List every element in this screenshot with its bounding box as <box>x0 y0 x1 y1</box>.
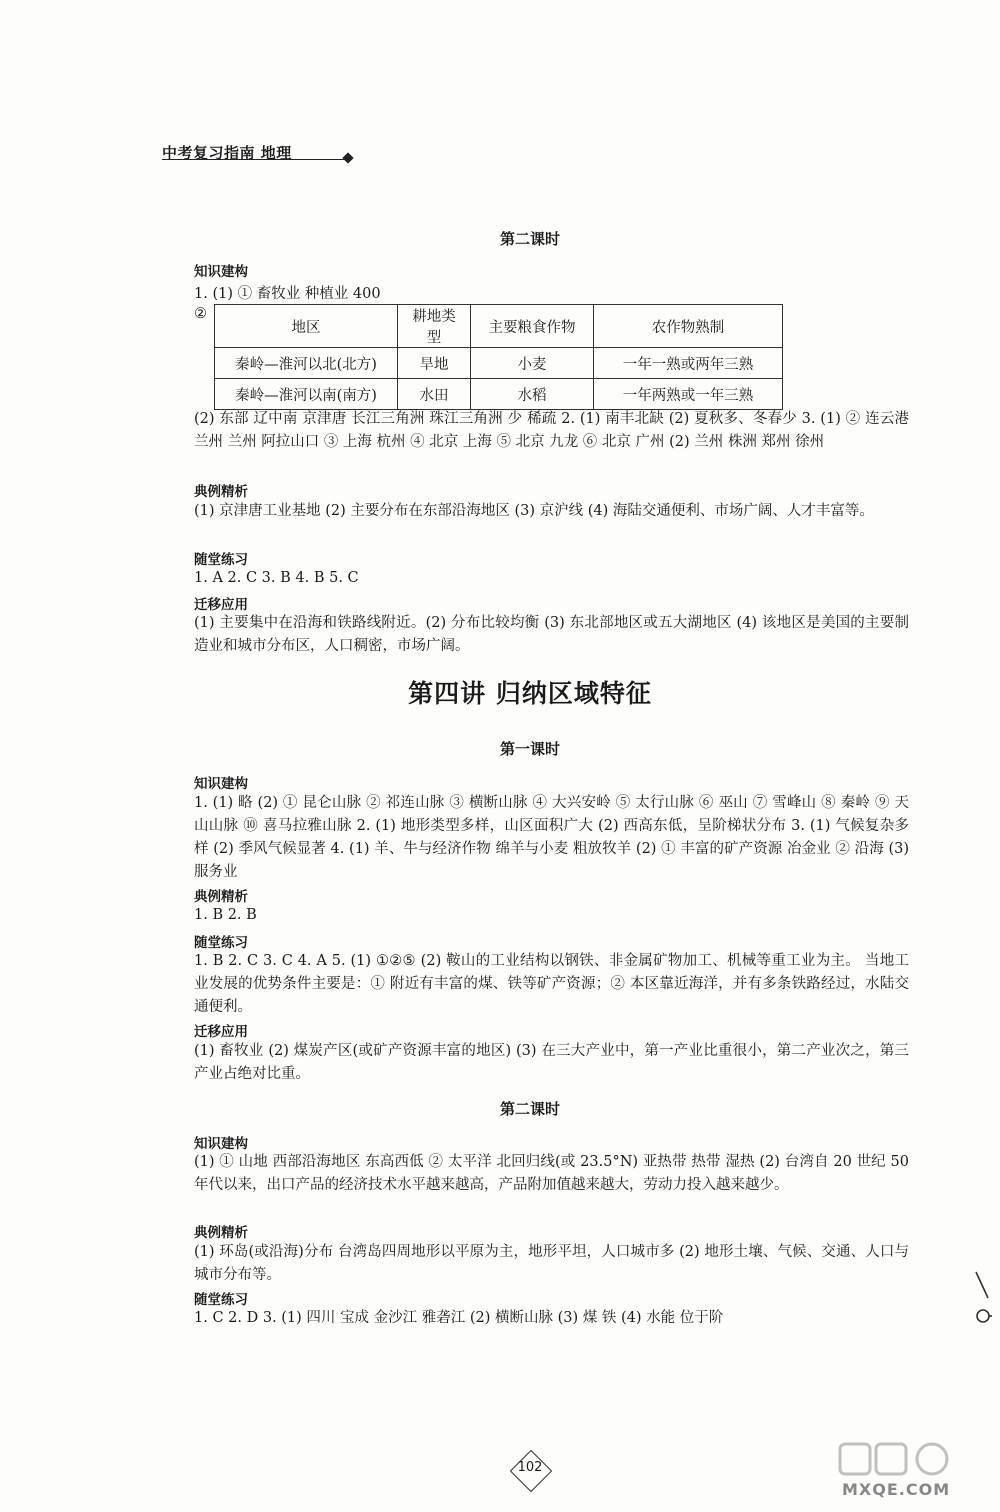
table-header-cell: 农作物熟制 <box>594 305 783 348</box>
subheading: 知识建构 <box>194 776 248 792</box>
subheading: 迁移应用 <box>194 597 248 613</box>
answer-paragraph: (1) ① 山地 西部沿海地区 东高西低 ② 太平洋 北回归线(或 23.5°N) 亚热带 热带 湿热 (2) 台湾自 20 世纪 50 年代以来，出口产品的经济技术水平越来越高，产品附加值越来越大，劳动力投入越来越少。 <box>194 1154 909 1193</box>
subheading: 典例精析 <box>194 1225 248 1241</box>
lecture-title: 第四讲 归纳区域特征 <box>408 679 652 708</box>
subheading: 知识建构 <box>194 264 248 280</box>
section-title: 第一课时 <box>499 740 560 758</box>
subheading: 迁移应用 <box>194 1024 248 1040</box>
page-number: 102 <box>517 1460 543 1475</box>
crop-table <box>214 304 783 410</box>
table-cell: 一年一熟或两年三熟 <box>594 348 783 379</box>
table-cell: 旱地 <box>398 348 471 379</box>
table-cell: 秦岭—淮河以北(北方) <box>215 348 398 379</box>
answer-paragraph: 1. B 2. C 3. C 4. A 5. (1) ①②⑤ (2) 鞍山的工业结构以钢铁、非金属矿物加工、机械等重工业为主。 当地工业发展的优势条件主要是：① 附近有丰富的煤、铁等矿产资源；② 本区靠近海洋，并有多条铁路经过，水陆交通便利。 <box>194 953 909 1015</box>
header-rule <box>162 159 348 160</box>
table-header-cell: 地区 <box>215 305 398 348</box>
subheading: 随堂练习 <box>194 1292 248 1308</box>
table-header-cell: 耕地类型 <box>398 305 471 348</box>
subheading: 知识建构 <box>194 1136 248 1152</box>
table-row <box>215 379 783 410</box>
answer-paragraph: 1. C 2. D 3. (1) 四川 宝成 金沙江 雅砻江 (2) 横断山脉 (3) 煤 铁 (4) 水能 位于阶 <box>194 1310 724 1326</box>
header-diamond-icon <box>342 152 353 163</box>
table-row <box>215 348 783 379</box>
table-cell: 一年两熟或一年三熟 <box>594 379 783 410</box>
answer-paragraph: (2) 东部 辽中南 京津唐 长江三角洲 珠江三角洲 少 稀疏 2. (1) 南丰北缺 (2) 夏秋多、冬春少 3. (1) ② 连云港 兰州 兰州 阿拉山口 ③ 上海 杭州 ④ 北京 上海 ⑤ 北京 九龙 ⑥ 北京 广州 (2) 兰州 株洲 郑州 徐州 <box>194 411 909 450</box>
item-marker: ② <box>194 306 207 322</box>
table-cell: 水稻 <box>471 379 594 410</box>
subheading: 典例精析 <box>194 484 248 500</box>
table-cell: 水田 <box>398 379 471 410</box>
answer-line: 1. (1) ① 畜牧业 种植业 400 <box>194 286 381 302</box>
answer-paragraph: 1. B 2. B <box>194 907 257 923</box>
subheading: 典例精析 <box>194 889 248 905</box>
answer-paragraph: (1) 京津唐工业基地 (2) 主要分布在东部沿海地区 (3) 京沪线 (4) 海陆交通便利、市场广阔、人才丰富等。 <box>194 503 874 519</box>
answer-paragraph: (1) 环岛(或沿海)分布 台湾岛四周地形以平原为主，地形平坦，人口城市多 (2) 地形土壤、气候、交通、人口与城市分布等。 <box>194 1244 909 1283</box>
answer-paragraph: (1) 主要集中在沿海和铁路线附近。(2) 分布比较均衡 (3) 东北部地区或五大湖地区 (4) 该地区是美国的主要制造业和城市分布区，人口稠密，市场广阔。 <box>194 615 909 654</box>
watermark-text: MXQE.COM <box>842 1480 951 1499</box>
answer-paragraph: 1. (1) 略 (2) ① 昆仑山脉 ② 祁连山脉 ③ 横断山脉 ④ 大兴安岭 ⑤ 太行山脉 ⑥ 巫山 ⑦ 雪峰山 ⑧ 秦岭 ⑨ 天山山脉 ⑩ 喜马拉雅山脉 2. (1) 地形类型多样，山区面积广大 (2) 西高东低，呈阶梯状分布 3. (1) 气候复杂多样 (2) 季风气候显著 4. (1) 羊、牛与经济作物 绵羊与小麦 粗放牧羊 (2) ① 丰富的矿产资源 冶金业 ② 沿海 (3) 服务业 <box>194 795 909 880</box>
table-cell: 秦岭—淮河以南(南方) <box>215 379 398 410</box>
answer-paragraph: 1. A 2. C 3. B 4. B 5. C <box>194 570 359 586</box>
subheading: 随堂练习 <box>194 935 248 951</box>
page-number-badge <box>510 1450 550 1490</box>
subheading: 随堂练习 <box>194 552 248 568</box>
running-header: 中考复习指南 地理 <box>162 144 292 162</box>
table-header-row <box>215 305 783 348</box>
section-title: 第二课时 <box>499 230 560 248</box>
table-cell: 小麦 <box>471 348 594 379</box>
table-header-cell: 主要粮食作物 <box>471 305 594 348</box>
section-title: 第二课时 <box>499 1100 560 1118</box>
answer-paragraph: (1) 畜牧业 (2) 煤炭产区(或矿产资源丰富的地区) (3) 在三大产业中，第一产业比重很小，第二产业次之，第三产业占绝对比重。 <box>194 1043 909 1082</box>
pencil-mark-icon <box>972 1270 992 1330</box>
